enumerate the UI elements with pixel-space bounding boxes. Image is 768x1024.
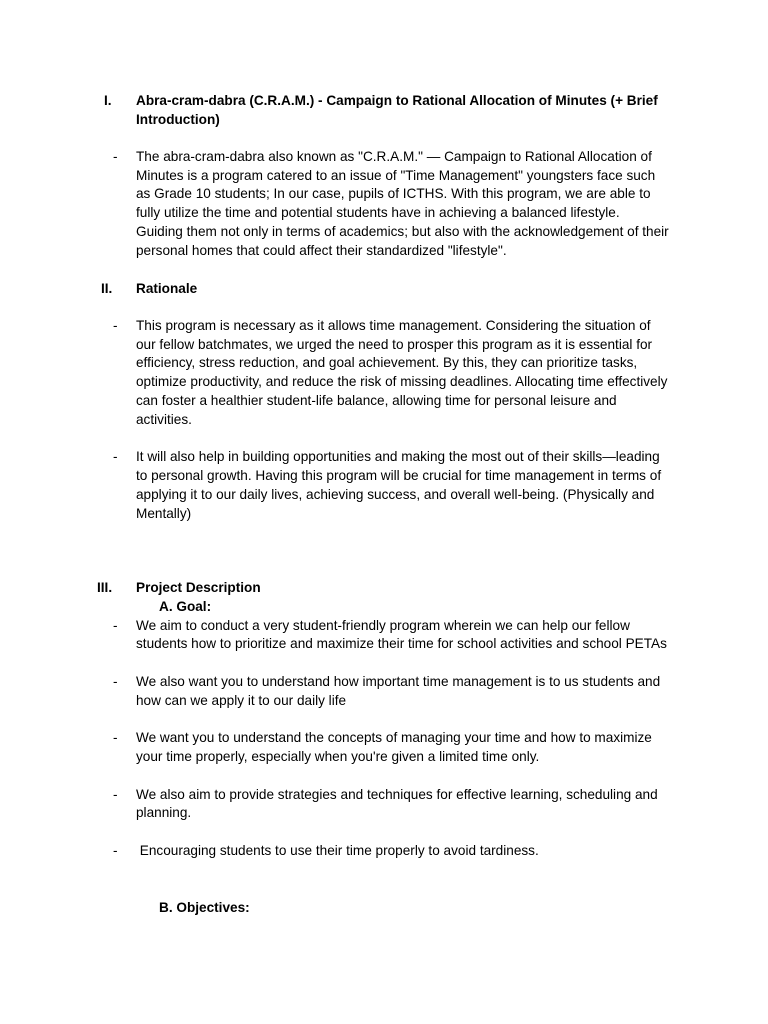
paragraph-line: can foster a healthier student-life balance, allowing time for personal leisure and	[136, 393, 617, 408]
paragraph-line: We want you to understand the concepts of managing your time and how to maximize	[136, 730, 652, 745]
paragraph-line: optimize productivity, and reduce the risk of missing deadlines. Allocating time effectively	[136, 374, 668, 389]
paragraph-line: The abra-cram-dabra also known as "C.R.A.M." — Campaign to Rational Allocation of	[136, 149, 652, 164]
section-heading: Introduction)	[136, 112, 220, 127]
paragraph-line: We aim to conduct a very student-friendly program wherein we can help our fellow	[136, 618, 630, 633]
paragraph-line: students how to prioritize and maximize their time for school activities and school PETAs	[136, 636, 667, 651]
bullet-marker: -	[113, 449, 118, 464]
paragraph-line: applying it to our daily lives, achieving success, and overall well-being. (Physically and	[136, 487, 655, 502]
paragraph-line: your time properly, especially when you're given a limited time only.	[136, 749, 540, 764]
bullet-marker: -	[113, 618, 118, 633]
section-numeral: I.	[104, 93, 112, 108]
section-heading: Project Description	[136, 580, 261, 595]
paragraph-line: how can we apply it to our daily life	[136, 693, 347, 708]
paragraph-line: activities.	[136, 412, 192, 427]
section-numeral: II.	[101, 281, 113, 296]
bullet-marker: -	[113, 843, 118, 858]
paragraph-line: Encouraging students to use their time properly to avoid tardiness.	[136, 843, 539, 858]
paragraph-line: as Grade 10 students; In our case, pupils of ICTHS. With this program, we are able to	[136, 186, 651, 201]
paragraph-line: to personal growth. Having this program will be crucial for time management in terms of	[136, 468, 662, 483]
bullet-marker: -	[113, 318, 118, 333]
section-numeral: III.	[97, 580, 113, 595]
section-heading: Rationale	[136, 281, 198, 296]
section-heading: Abra-cram-dabra (C.R.A.M.) - Campaign to Rational Allocation of Minutes (+ Brief	[136, 93, 658, 108]
paragraph-line: We also want you to understand how important time management is to us students and	[136, 674, 661, 689]
subsection-heading-objectives: B. Objectives:	[159, 900, 250, 915]
bullet-marker: -	[113, 149, 118, 164]
paragraph-line: our fellow batchmates, we urged the need to prosper this program as it is essential for	[136, 337, 653, 352]
paragraph-line: We also aim to provide strategies and techniques for effective learning, scheduling and	[136, 787, 658, 802]
bullet-marker: -	[113, 787, 118, 802]
paragraph-line: planning.	[136, 805, 192, 820]
paragraph-line: efficiency, stress reduction, and goal achievement. By this, they can prioritize tasks,	[136, 355, 638, 370]
paragraph-line: fully utilize the time and potential students have in achieving a balanced lifestyle.	[136, 205, 620, 220]
paragraph-line: Minutes is a program catered to an issue of "Time Management" youngsters face such	[136, 168, 656, 183]
paragraph-line: personal homes that could affect their standardized "lifestyle".	[136, 243, 507, 258]
paragraph-line: Guiding them not only in terms of academics; but also with the acknowledgement of their	[136, 224, 669, 239]
bullet-marker: -	[113, 674, 118, 689]
paragraph-line: It will also help in building opportunities and making the most out of their skills—leading	[136, 449, 660, 464]
subsection-heading-goal: A. Goal:	[159, 599, 212, 614]
paragraph-line: Mentally)	[136, 506, 192, 521]
bullet-marker: -	[113, 730, 118, 745]
paragraph-line: This program is necessary as it allows time management. Considering the situation of	[136, 318, 651, 333]
